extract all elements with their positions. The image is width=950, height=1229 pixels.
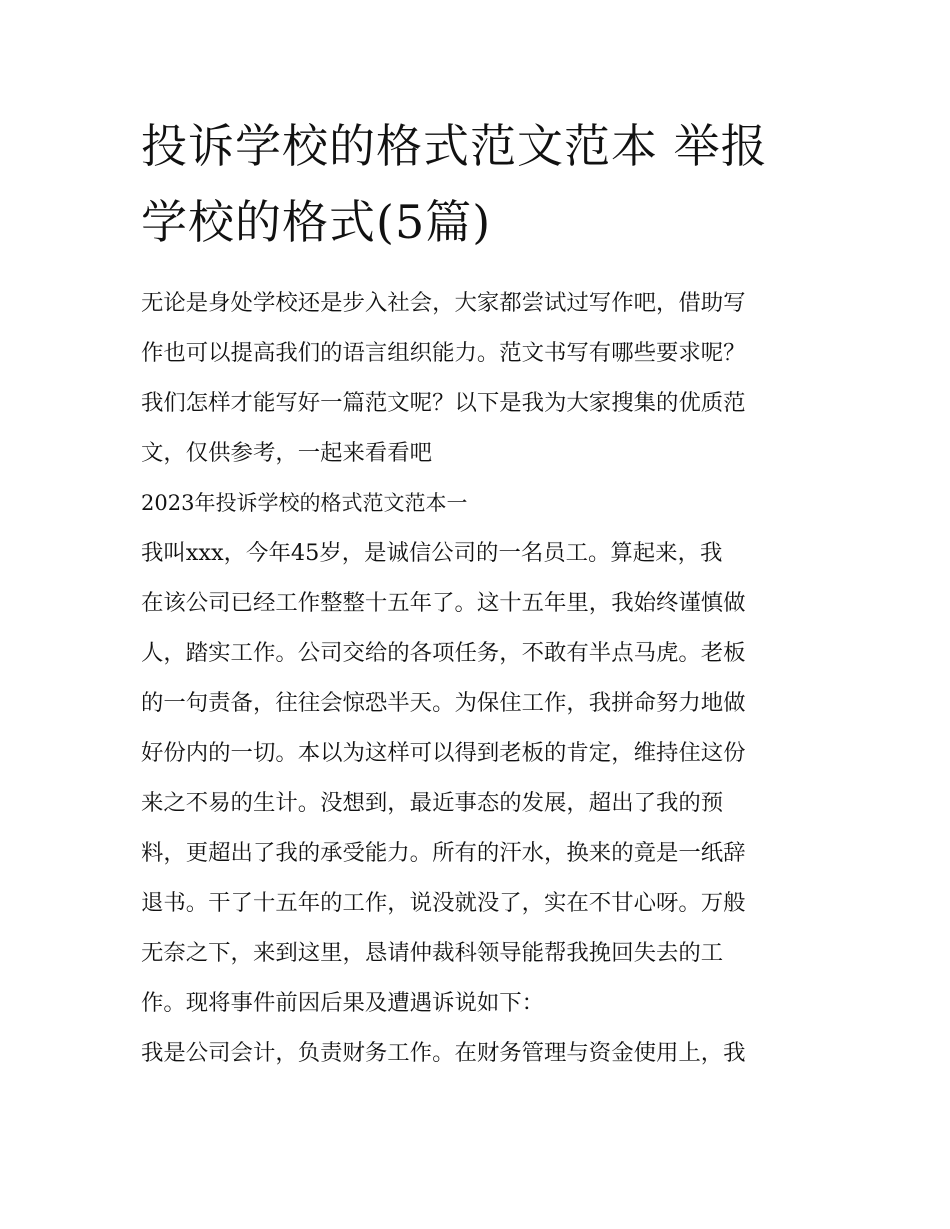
document-title — [141, 108, 813, 260]
body-line: 的一句责备，往往会惊恐半天。为保住工作，我拼命努力地做 — [141, 690, 746, 716]
body-line: 退书。干了十五年的工作，说没就没了，实在不甘心呀。万般 — [141, 890, 746, 916]
body-line: 好份内的一切。本以为这样可以得到老板的肯定，维持住这份 — [141, 740, 746, 766]
intro-line: 文，仅供参考，一起来看看吧 — [141, 440, 433, 466]
body-line: 人，踏实工作。公司交给的各项任务，不敢有半点马虎。老板 — [141, 640, 746, 666]
body-line: 来之不易的生计。没想到，最近事态的发展，超出了我的预 — [141, 790, 724, 816]
body-line: 我叫xxx，今年45岁，是诚信公司的一名员工。算起来，我 — [141, 540, 723, 566]
body-line: 料，更超出了我的承受能力。所有的汗水，换来的竟是一纸辞 — [141, 840, 746, 866]
body-line: 作。现将事件前因后果及遭遇诉说如下： — [141, 990, 545, 1016]
title-line-1: 投诉学校的格式范文范本 举报 — [141, 119, 768, 173]
body-line: 无奈之下，来到这里，恳请仲裁科领导能帮我挽回失去的工 — [141, 940, 724, 966]
intro-line: 作也可以提高我们的语言组织能力。范文书写有哪些要求呢？ — [141, 340, 746, 366]
title-line-2: 学校的格式(5篇) — [141, 195, 492, 249]
document-body — [141, 108, 813, 1078]
body-line: 在该公司已经工作整整十五年了。这十五年里，我始终谨慎做 — [141, 590, 746, 616]
body-line: 我是公司会计，负责财务工作。在财务管理与资金使用上，我 — [141, 1040, 746, 1066]
body-paragraph-1 — [141, 528, 813, 1028]
body-paragraph-2 — [141, 1028, 813, 1078]
intro-line: 我们怎样才能写好一篇范文呢？以下是我为大家搜集的优质范 — [141, 390, 746, 416]
section-heading: 2023年投诉学校的格式范文范本一 — [141, 491, 468, 515]
intro-line: 无论是身处学校还是步入社会，大家都尝试过写作吧，借助写 — [141, 290, 746, 316]
intro-paragraph — [141, 278, 813, 478]
